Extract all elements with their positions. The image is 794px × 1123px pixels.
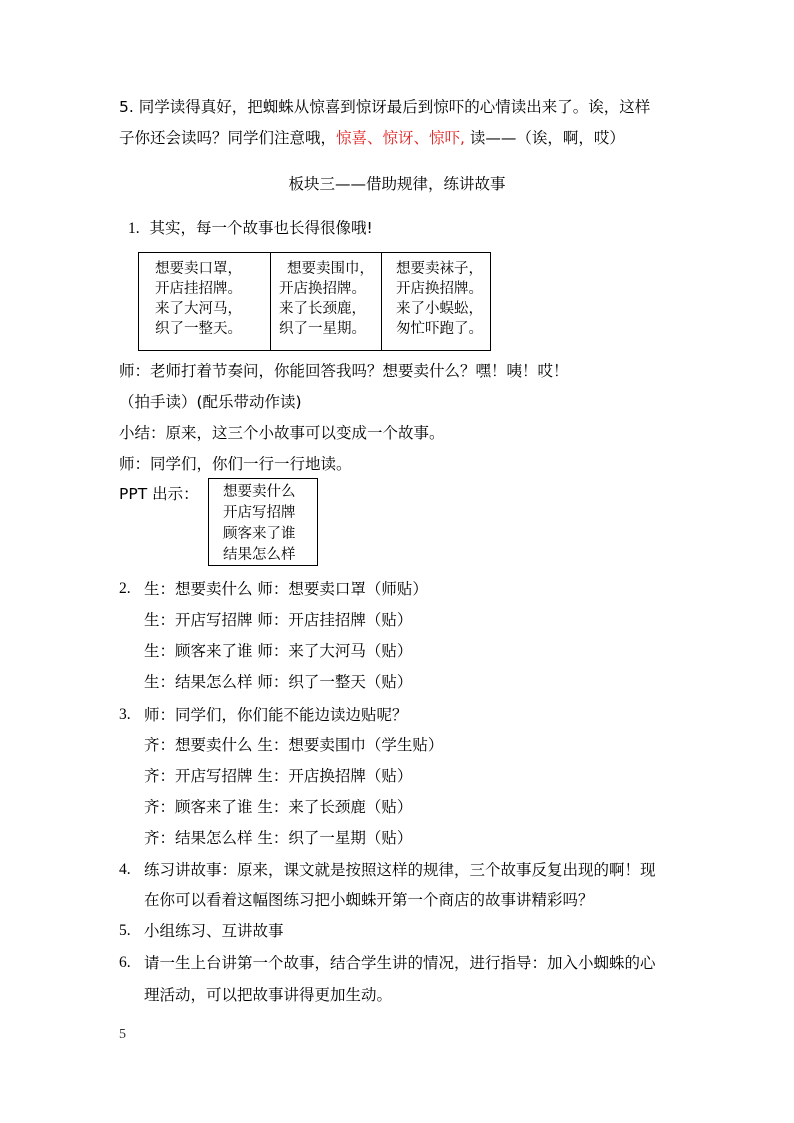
item-2-line: 生：顾客来了谁 师：来了大河马（贴）	[144, 642, 413, 660]
story-line: 来了长颈鹿，	[279, 301, 366, 317]
story-line: 开店挂招牌。	[155, 281, 242, 297]
item-3-first: 师：同学们，你们能不能边读边贴呢？	[144, 706, 408, 724]
story-line: 想要卖袜子，	[396, 261, 483, 277]
story-column-3	[382, 253, 491, 351]
item-3-line: 齐：想要卖什么 生：想要卖围巾（学生贴）	[144, 736, 444, 754]
item-5-text: 小组练习、互讲故事	[144, 922, 284, 940]
item-1-number: 1.	[128, 220, 140, 237]
item-1-text: 其实，每一个故事也长得很像哦!	[149, 219, 373, 237]
intro-line-1: 5. 同学读得真好，把蜘蛛从惊喜到惊讶最后到惊吓的心情读出来了。诶，这样	[119, 98, 651, 116]
intro-line-2	[119, 128, 625, 148]
intro-line-2-end: 读——（诶，啊，哎）	[464, 129, 625, 147]
page-number: 5	[119, 1027, 126, 1042]
story-line: 织了一整天。	[155, 321, 242, 337]
item-3-line: 齐：开店写招牌 生：开店换招牌（贴）	[144, 767, 413, 785]
story-column-2	[271, 253, 382, 351]
ppt-line: 结果怎么样	[223, 547, 296, 563]
item-5-number: 5.	[119, 922, 131, 939]
section-title: 板块三——借助规律，练讲故事	[288, 175, 506, 193]
story-column-1	[139, 253, 271, 351]
item-3-line: 齐：顾客来了谁 生：来了长颈鹿（贴）	[144, 798, 413, 816]
item-6-number: 6.	[119, 954, 131, 971]
ppt-line: 开店写招牌	[223, 505, 296, 521]
intro-line-2-text: 子你还会读吗？同学们注意哦，	[119, 129, 337, 147]
item-3-line: 齐：结果怎么样 生：织了一星期（贴）	[144, 829, 413, 847]
ppt-label	[119, 484, 199, 504]
item-4-number: 4.	[119, 861, 131, 878]
story-line: 来了小蜈蚣，	[396, 301, 483, 317]
summary-line: 小结：原来，这三个小故事可以变成一个故事。	[119, 424, 445, 442]
item-2-line: 生：开店写招牌 师：开店挂招牌（贴）	[144, 611, 413, 629]
teacher-read-line: 师：同学们，你们一行一行地读。	[119, 455, 352, 473]
item-6-line-1: 请一生上台讲第一个故事，结合学生讲的情况，进行指导：加入小蜘蛛的心	[144, 954, 656, 972]
story-line: 开店换招牌。	[396, 281, 483, 297]
stories-table	[138, 252, 491, 351]
story-line: 想要卖围巾，	[287, 261, 374, 277]
item-2-line: 生：想要卖什么 师：想要卖口罩（师贴）	[144, 580, 428, 598]
item-6-line-2: 理活动，可以把故事讲得更加生动。	[144, 986, 393, 1004]
story-line: 开店换招牌。	[279, 281, 366, 297]
item-2-number: 2.	[119, 580, 131, 597]
story-line: 匆忙吓跑了。	[396, 321, 483, 337]
item-4-line-1: 练习讲故事：原来，课文就是按照这样的规律，三个故事反复出现的啊！现	[144, 861, 656, 879]
ppt-line: 顾客来了谁	[223, 526, 296, 542]
teacher-question: 师：老师打着节奏问，你能回答我吗？想要卖什么？嘿！咦！哎！	[119, 362, 569, 380]
item-4-line-2: 在你可以看着这幅图练习把小蜘蛛开第一个商店的故事讲精彩吗？	[144, 891, 594, 909]
story-line: 织了一星期。	[279, 321, 366, 337]
story-line: 想要卖口罩，	[155, 261, 242, 277]
item-2-line: 生：结果怎么样 师：织了一整天（贴）	[144, 673, 413, 691]
ppt-label-text: PPT 出示：	[119, 485, 199, 503]
ppt-line: 想要卖什么	[223, 484, 296, 500]
story-line: 来了大河马，	[155, 301, 242, 317]
ppt-box	[208, 478, 318, 566]
item-3-number: 3.	[119, 706, 131, 723]
item-1	[128, 218, 373, 239]
clap-reading: （拍手读）(配乐带动作读)	[119, 393, 302, 411]
emotion-words-highlight: 惊喜、惊讶、惊吓,	[336, 129, 465, 147]
